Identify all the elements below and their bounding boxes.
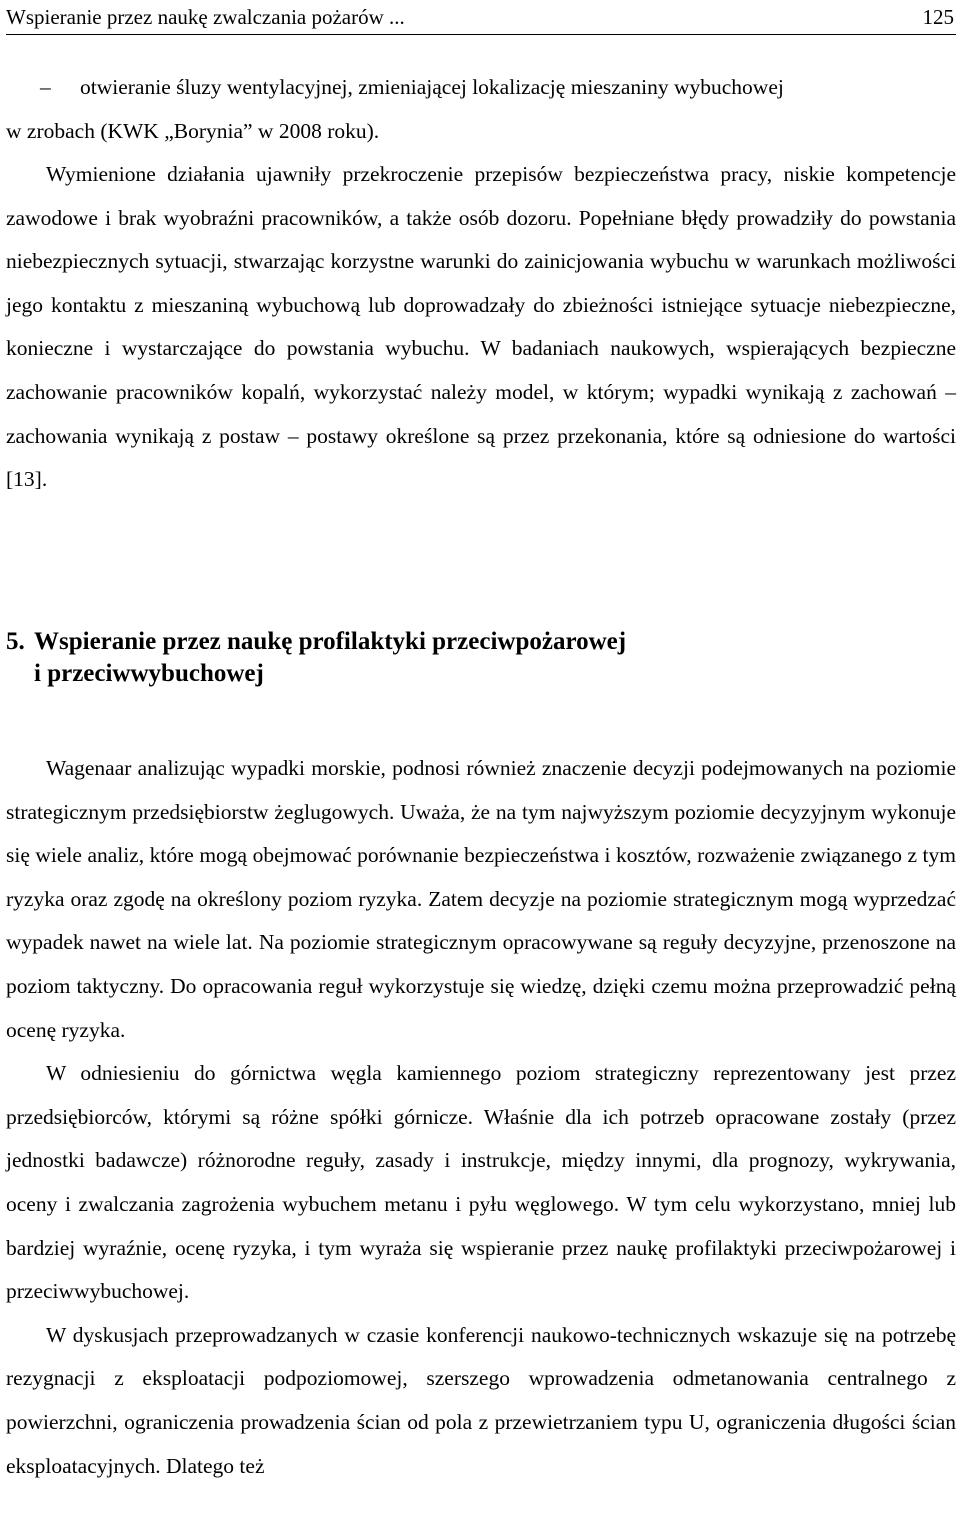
section-title-line2: i przeciwwybuchowej <box>34 660 264 687</box>
bullet-item <box>6 66 956 153</box>
paragraph-4: W dyskusjach przeprowadzanych w czasie konferencji naukowo-technicznych wskazuje się na potrzebę rezygnacji z eksploatacji podpoziomowej, szerszego wprowadzenia odmetanowania centralnego z powierzchni, ograniczenia prowadzenia ścian od pola z przewietrzaniem typu U, ograniczenia długości ścian eksploatacyjnych. Dlatego też <box>6 1322 956 1478</box>
paragraph-block-2 <box>6 747 956 1488</box>
bullet-dash: – <box>40 75 51 99</box>
section-title-line1: Wspieranie przez naukę profilaktyki przeciwpożarowej <box>34 628 627 655</box>
bullet-text-line1: otwieranie śluzy wentylacyjnej, zmieniającej lokalizację mieszaniny wybuchowej <box>80 75 784 99</box>
paragraph-2: Wagenaar analizując wypadki morskie, podnosi również znaczenie decyzji podejmowanych na poziomie strategicznym przedsiębiorstw żeglugowych. Uważa, że na tym najwyższym poziomie decyzyjnym wykonuje się wiele analiz, które mogą obejmować porównanie bezpieczeństwa i kosztów, rozważenie związanego z tym ryzyka oraz zgodę na określony poziom ryzyka. Zatem decyzje na poziomie strategicznym mogą wyprzedzać wypadek nawet na wiele lat. Na poziomie strategicznym opracowywane są reguły decyzyjne, przenoszone na poziom taktyczny. Do opracowania reguł wykorzystuje się wiedzę, dzięki czemu można przeprowadzić pełną ocenę ryzyka. <box>6 756 956 1042</box>
section-heading <box>6 626 956 690</box>
page-number: 125 <box>922 5 954 29</box>
header-title: Wspieranie przez naukę zwalczania pożarów ... <box>6 5 405 29</box>
paragraph-1: Wymienione działania ujawniły przekroczenie przepisów bezpieczeństwa pracy, niskie kompetencje zawodowe i brak wyobraźni pracowników, a także osób dozoru. Popełniane błędy prowadziły do powstania niebezpiecznych sytuacji, stwarzając korzystne warunki do zainicjowania wybuchu w warunkach możliwości jego kontaktu z mieszaniną wybuchową lub doprowadzały do zbieżności istniejące sytuacje niebezpieczne, konieczne i wystarczające do powstania wybuchu. W badaniach naukowych, wspierających bezpieczne zachowanie pracowników kopalń, wykorzystać należy model, w którym; wypadki wynikają z zachowań – zachowania wynikają z postaw – postawy określone są przez przekonania, które są odniesione do wartości [13]. <box>6 162 956 492</box>
bullet-text <box>6 66 956 153</box>
bullet-text-line2: w zrobach (KWK „Borynia” w 2008 roku). <box>6 118 380 143</box>
section-number: 5. <box>6 628 25 655</box>
running-header <box>6 0 956 35</box>
paragraph-block-1 <box>6 153 956 502</box>
paragraph-3: W odniesieniu do górnictwa węgla kamiennego poziom strategiczny reprezentowany jest przez przedsiębiorców, którymi są różne spółki górnicze. Właśnie dla ich potrzeb opracowane zostały (przez jednostki badawcze) różnorodne reguły, zasady i instrukcje, między innymi, dla prognozy, wykrywania, oceny i zwalczania zagrożenia wybuchem metanu i pyłu węglowego. W tym celu wykorzystano, mniej lub bardziej wyraźnie, ocenę ryzyka, i tym wyraża się wspieranie przez naukę profilaktyki przeciwpożarowej i przeciwwybuchowej. <box>6 1061 956 1304</box>
